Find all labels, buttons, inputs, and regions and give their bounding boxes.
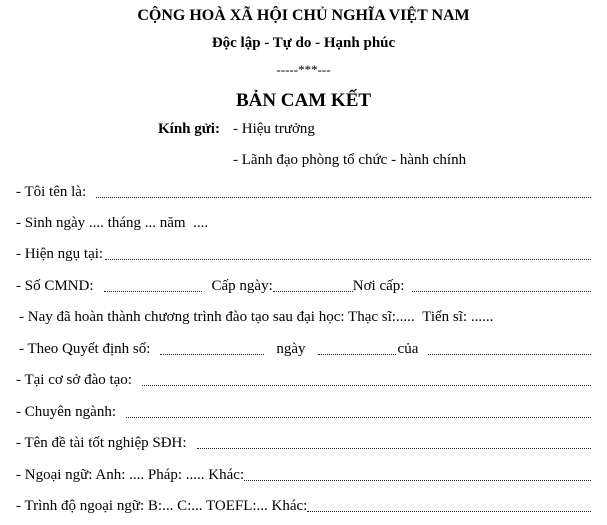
language-level-field[interactable] — [16, 498, 591, 516]
issue-place-line[interactable] — [412, 291, 591, 292]
recipient-admin-office: - Lãnh đạo phòng tổ chức - hành chính — [233, 152, 467, 168]
document-title: BẢN CAM KẾT — [235, 90, 372, 111]
separator: -----***--- — [276, 62, 331, 77]
major-label: - Chuyên ngành: — [16, 404, 116, 420]
decision-of-line[interactable] — [428, 354, 591, 355]
decision-date-line[interactable] — [318, 354, 396, 355]
language-field[interactable] — [16, 467, 591, 485]
dob-month-value[interactable]: ... — [144, 215, 156, 231]
nation-heading: CỘNG HOÀ XÃ HỘI CHỦ NGHĨA VIỆT NAM — [137, 7, 470, 24]
name-input-line[interactable] — [96, 197, 591, 198]
institution-input-line[interactable] — [142, 385, 591, 386]
dob-day-label: - Sinh ngày — [16, 215, 86, 231]
recipient-principal: - Hiệu trưởng — [233, 121, 315, 137]
dob-day-value[interactable]: .... — [88, 215, 104, 231]
major-field[interactable] — [16, 404, 591, 422]
decision-field[interactable] — [19, 341, 591, 359]
name-field[interactable] — [16, 184, 591, 202]
major-input-line[interactable] — [126, 417, 591, 418]
name-label: - Tôi tên là: — [16, 184, 87, 200]
id-number-line[interactable] — [104, 291, 202, 292]
thesis-field[interactable] — [16, 435, 591, 453]
language-other-line[interactable] — [244, 480, 591, 481]
issue-date-label: Cấp ngày: — [211, 278, 273, 294]
thesis-input-line[interactable] — [197, 448, 591, 449]
institution-label: - Tại cơ sở đào tạo: — [16, 372, 132, 388]
decision-of-label: của — [397, 341, 419, 357]
issue-date-line[interactable] — [273, 291, 353, 292]
id-label: - Số CMND: — [16, 278, 94, 294]
decision-label: - Theo Quyết định số: — [19, 341, 151, 357]
thesis-label: - Tên đề tài tốt nghiệp SĐH: — [16, 435, 187, 451]
motto: Độc lập - Tự do - Hạnh phúc — [211, 35, 396, 51]
institution-field[interactable] — [16, 372, 591, 390]
dob-year-label: năm — [159, 215, 186, 231]
dob-field[interactable] — [16, 215, 591, 233]
address-input-line[interactable] — [105, 259, 591, 260]
id-field[interactable] — [16, 278, 591, 296]
masters-label: - Nay đã hoàn thành chương trình đào tạo sau đại học: Thạc sĩ:..... — [19, 309, 415, 325]
decision-number-line[interactable] — [160, 354, 264, 355]
dob-year-value[interactable]: .... — [193, 215, 209, 231]
language-level-label: - Trình độ ngoại ngữ: B:... C:... TOEFL:... Khác: — [16, 498, 308, 514]
language-label: - Ngoại ngữ: Anh: .... Pháp: ..... Khác: — [16, 467, 245, 483]
issue-place-label: Nơi cấp: — [352, 278, 405, 294]
language-level-other-line[interactable] — [307, 511, 591, 512]
recipient-label: Kính gửi: — [158, 121, 220, 137]
address-label: - Hiện ngụ tại: — [16, 246, 104, 262]
dob-month-label: tháng — [107, 215, 141, 231]
address-field[interactable] — [16, 246, 591, 264]
decision-date-label: ngày — [276, 341, 306, 357]
phd-label: Tiến sĩ: ...... — [422, 309, 494, 325]
program-field[interactable] — [19, 309, 591, 327]
